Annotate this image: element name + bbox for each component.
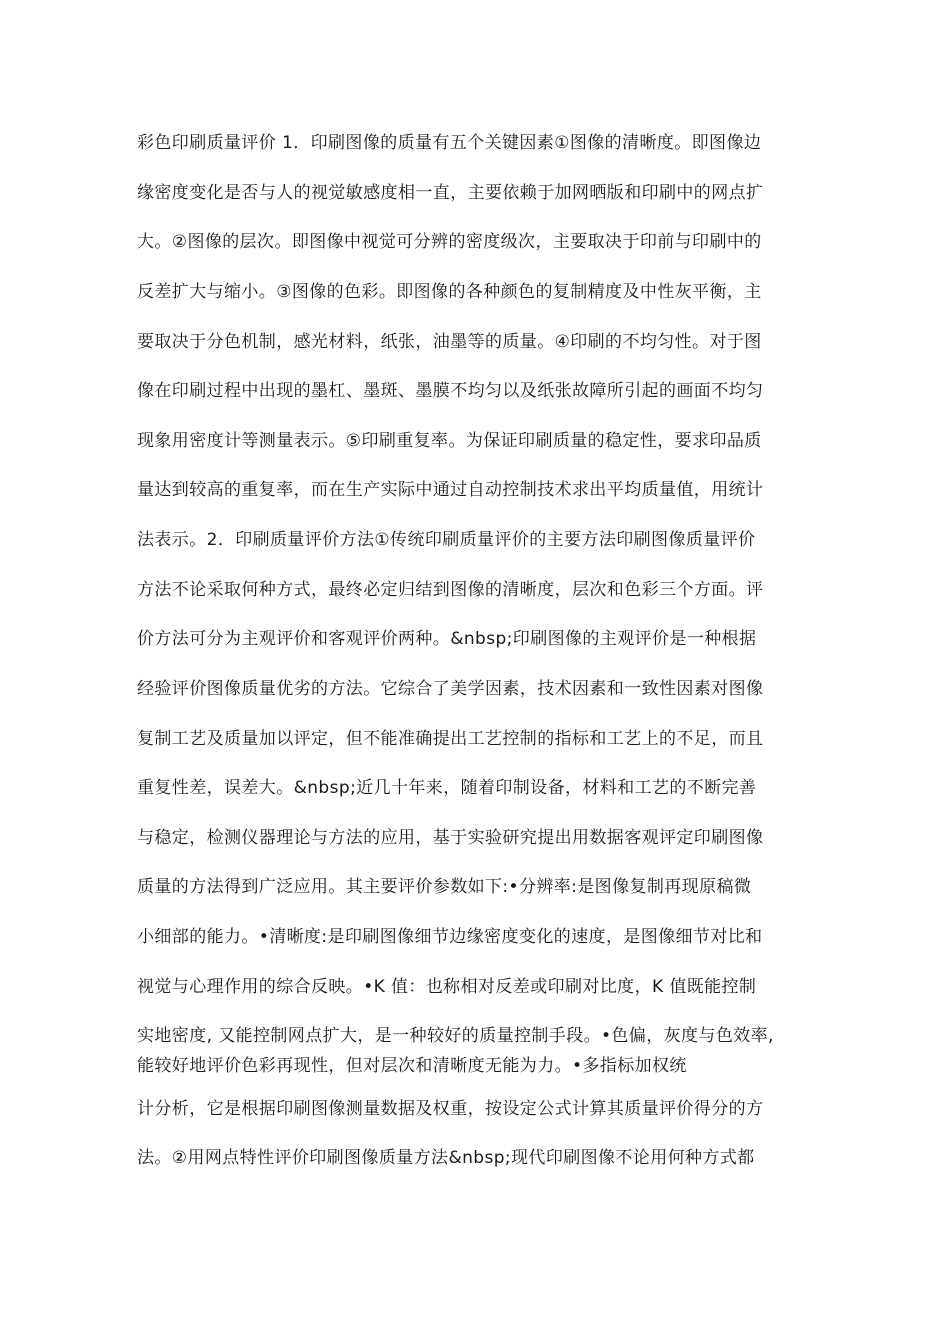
text-line: 反差扩大与缩小。③图像的色彩。即图像的各种颜色的复制精度及中性灰平衡，主 <box>137 282 762 302</box>
text-line: 重复性差，误差大。&nbsp;近几十年来，随着印制设备，材料和工艺的不断完善 <box>137 778 757 798</box>
text-line: 大。②图像的层次。即图像中视觉可分辨的密度级次，主要取决于印前与印刷中的 <box>137 232 762 252</box>
text-line: 小细部的能力。•清晰度:是印刷图像细节边缘密度变化的速度，是图像细节对比和 <box>137 927 763 947</box>
text-line: 经验评价图像质量优劣的方法。它综合了美学因素，技术因素和一致性因素对图像 <box>137 679 764 699</box>
text-line: 法。②用网点特性评价印刷图像质量方法&nbsp;现代印刷图像不论用何种方式都 <box>137 1148 755 1168</box>
text-line: 与稳定，检测仪器理论与方法的应用，基于实验研究提出用数据客观评定印刷图像 <box>137 828 764 848</box>
text-line: 计分析，它是根据印刷图像测量数据及权重，按设定公式计算其质量评价得分的方 <box>137 1099 764 1119</box>
text-line: 价方法可分为主观评价和客观评价两种。&nbsp;印刷图像的主观评价是一种根据 <box>137 629 757 649</box>
text-line: 实地密度, 又能控制网点扩大，是一种较好的质量控制手段。•色偏，灰度与色效率, <box>137 1026 774 1046</box>
text-line: 要取决于分色机制，感光材料，纸张，油墨等的质量。④印刷的不均匀性。对于图 <box>137 332 762 352</box>
text-line: 现象用密度计等测量表示。⑤印刷重复率。为保证印刷质量的稳定性，要求印品质 <box>137 431 762 451</box>
text-line: 能较好地评价色彩再现性，但对层次和清晰度无能为力。•多指标加权统 <box>137 1056 687 1076</box>
text-line: 彩色印刷质量评价 1．印刷图像的质量有五个关键因素①图像的清晰度。即图像边 <box>137 133 762 153</box>
text-line: 缘密度变化是否与人的视觉敏感度相一直，主要依赖于加网晒版和印刷中的网点扩 <box>137 183 764 203</box>
text-line: 方法不论采取何种方式，最终必定归结到图像的清晰度，层次和色彩三个方面。评 <box>137 580 764 600</box>
text-line: 复制工艺及质量加以评定，但不能准确提出工艺控制的指标和工艺上的不足，而且 <box>137 729 764 749</box>
text-line: 质量的方法得到广泛应用。其主要评价参数如下:•分辨率:是图像复制再现原稿微 <box>137 877 752 897</box>
text-line: 量达到较高的重复率，而在生产实际中通过自动控制技术求出平均质量值，用统计 <box>137 480 764 500</box>
text-line: 像在印刷过程中出现的墨杠、墨斑、墨膜不均匀以及纸张故障所引起的画面不均匀 <box>137 381 764 401</box>
text-line: 视觉与心理作用的综合反映。•K 值：也称相对反差或印刷对比度，K 值既能控制 <box>137 977 757 997</box>
text-line: 法表示。2．印刷质量评价方法①传统印刷质量评价的主要方法印刷图像质量评价 <box>137 530 756 550</box>
